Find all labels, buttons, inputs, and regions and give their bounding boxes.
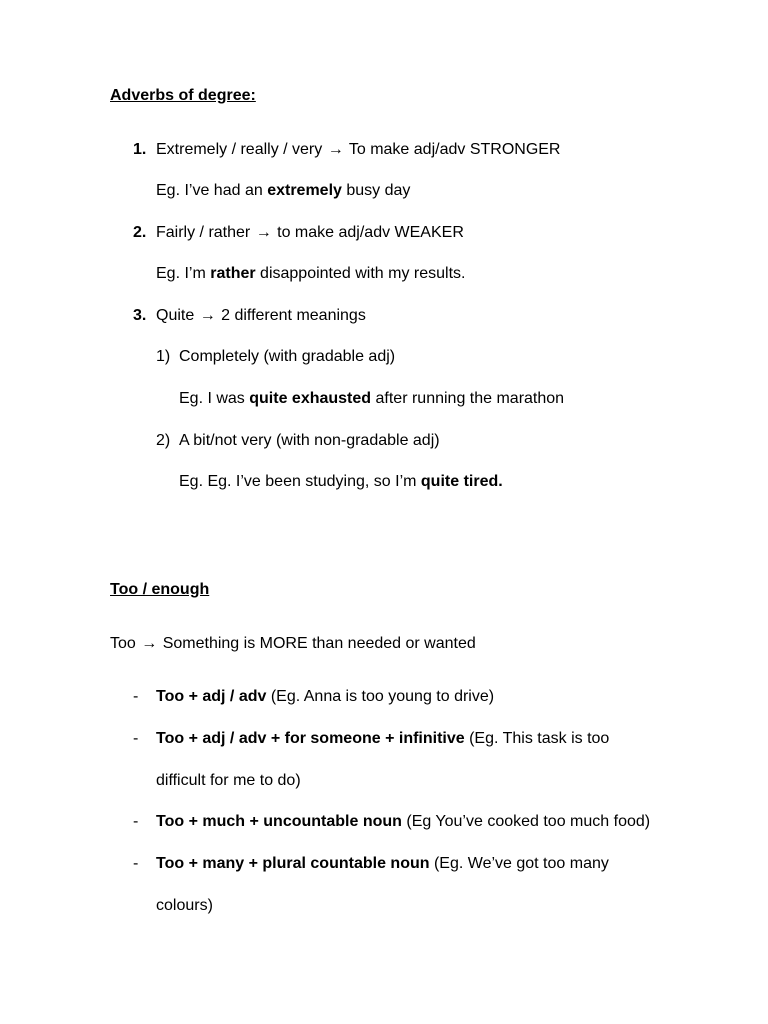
arrow-icon: →	[255, 224, 272, 241]
list-item-3	[133, 306, 146, 326]
example-sentence: Eg. I’ve had an extremely busy day	[156, 182, 411, 199]
bullet-dash: -	[133, 855, 139, 872]
bullet-item: Too + adj / adv + for someone + infinitive (Eg. This task is too	[156, 730, 610, 747]
list-item-2	[133, 223, 146, 243]
list-number: 2.	[133, 224, 147, 241]
bullet-dash: -	[133, 730, 139, 747]
arrow-icon: →	[141, 635, 158, 652]
sub-item-text: Completely (with gradable adj)	[179, 348, 396, 365]
sub-item-number: 2)	[156, 432, 171, 449]
bullet-dash: -	[133, 688, 139, 705]
bullet-item-continuation: colours)	[156, 897, 213, 914]
bullet-item-continuation: difficult for me to do)	[156, 772, 301, 789]
list-item-3-text: Quite → 2 different meanings	[156, 307, 366, 324]
example-sentence: Eg. I’m rather disappointed with my results.	[156, 265, 466, 282]
example-sentence: Eg. Eg. I’ve been studying, so I’m quite tired.	[179, 473, 503, 490]
list-item-1	[133, 140, 146, 160]
sub-item-number: 1)	[156, 348, 171, 365]
too-definition: Too → Something is MORE than needed or wanted	[110, 635, 476, 652]
bullet-item: Too + adj / adv (Eg. Anna is too young to drive)	[156, 688, 495, 705]
arrow-icon: →	[199, 307, 216, 324]
sub-item-text: A bit/not very (with non-gradable adj)	[179, 432, 440, 449]
section-heading-adverbs: Adverbs of degree:	[110, 87, 256, 104]
bullet-dash: -	[133, 813, 139, 830]
list-item-1-text: Extremely / really / very → To make adj/adv STRONGER	[156, 141, 561, 158]
list-number: 1.	[133, 141, 147, 158]
bullet-item: Too + many + plural countable noun (Eg. We’ve got too many	[156, 855, 609, 872]
arrow-icon: →	[327, 141, 344, 158]
example-sentence: Eg. I was quite exhausted after running the marathon	[179, 390, 565, 407]
list-item-2-text: Fairly / rather → to make adj/adv WEAKER	[156, 224, 464, 241]
section-heading-too-enough: Too / enough	[110, 581, 210, 598]
bullet-item: Too + much + uncountable noun (Eg You’ve cooked too much food)	[156, 813, 651, 830]
list-number: 3.	[133, 307, 147, 324]
